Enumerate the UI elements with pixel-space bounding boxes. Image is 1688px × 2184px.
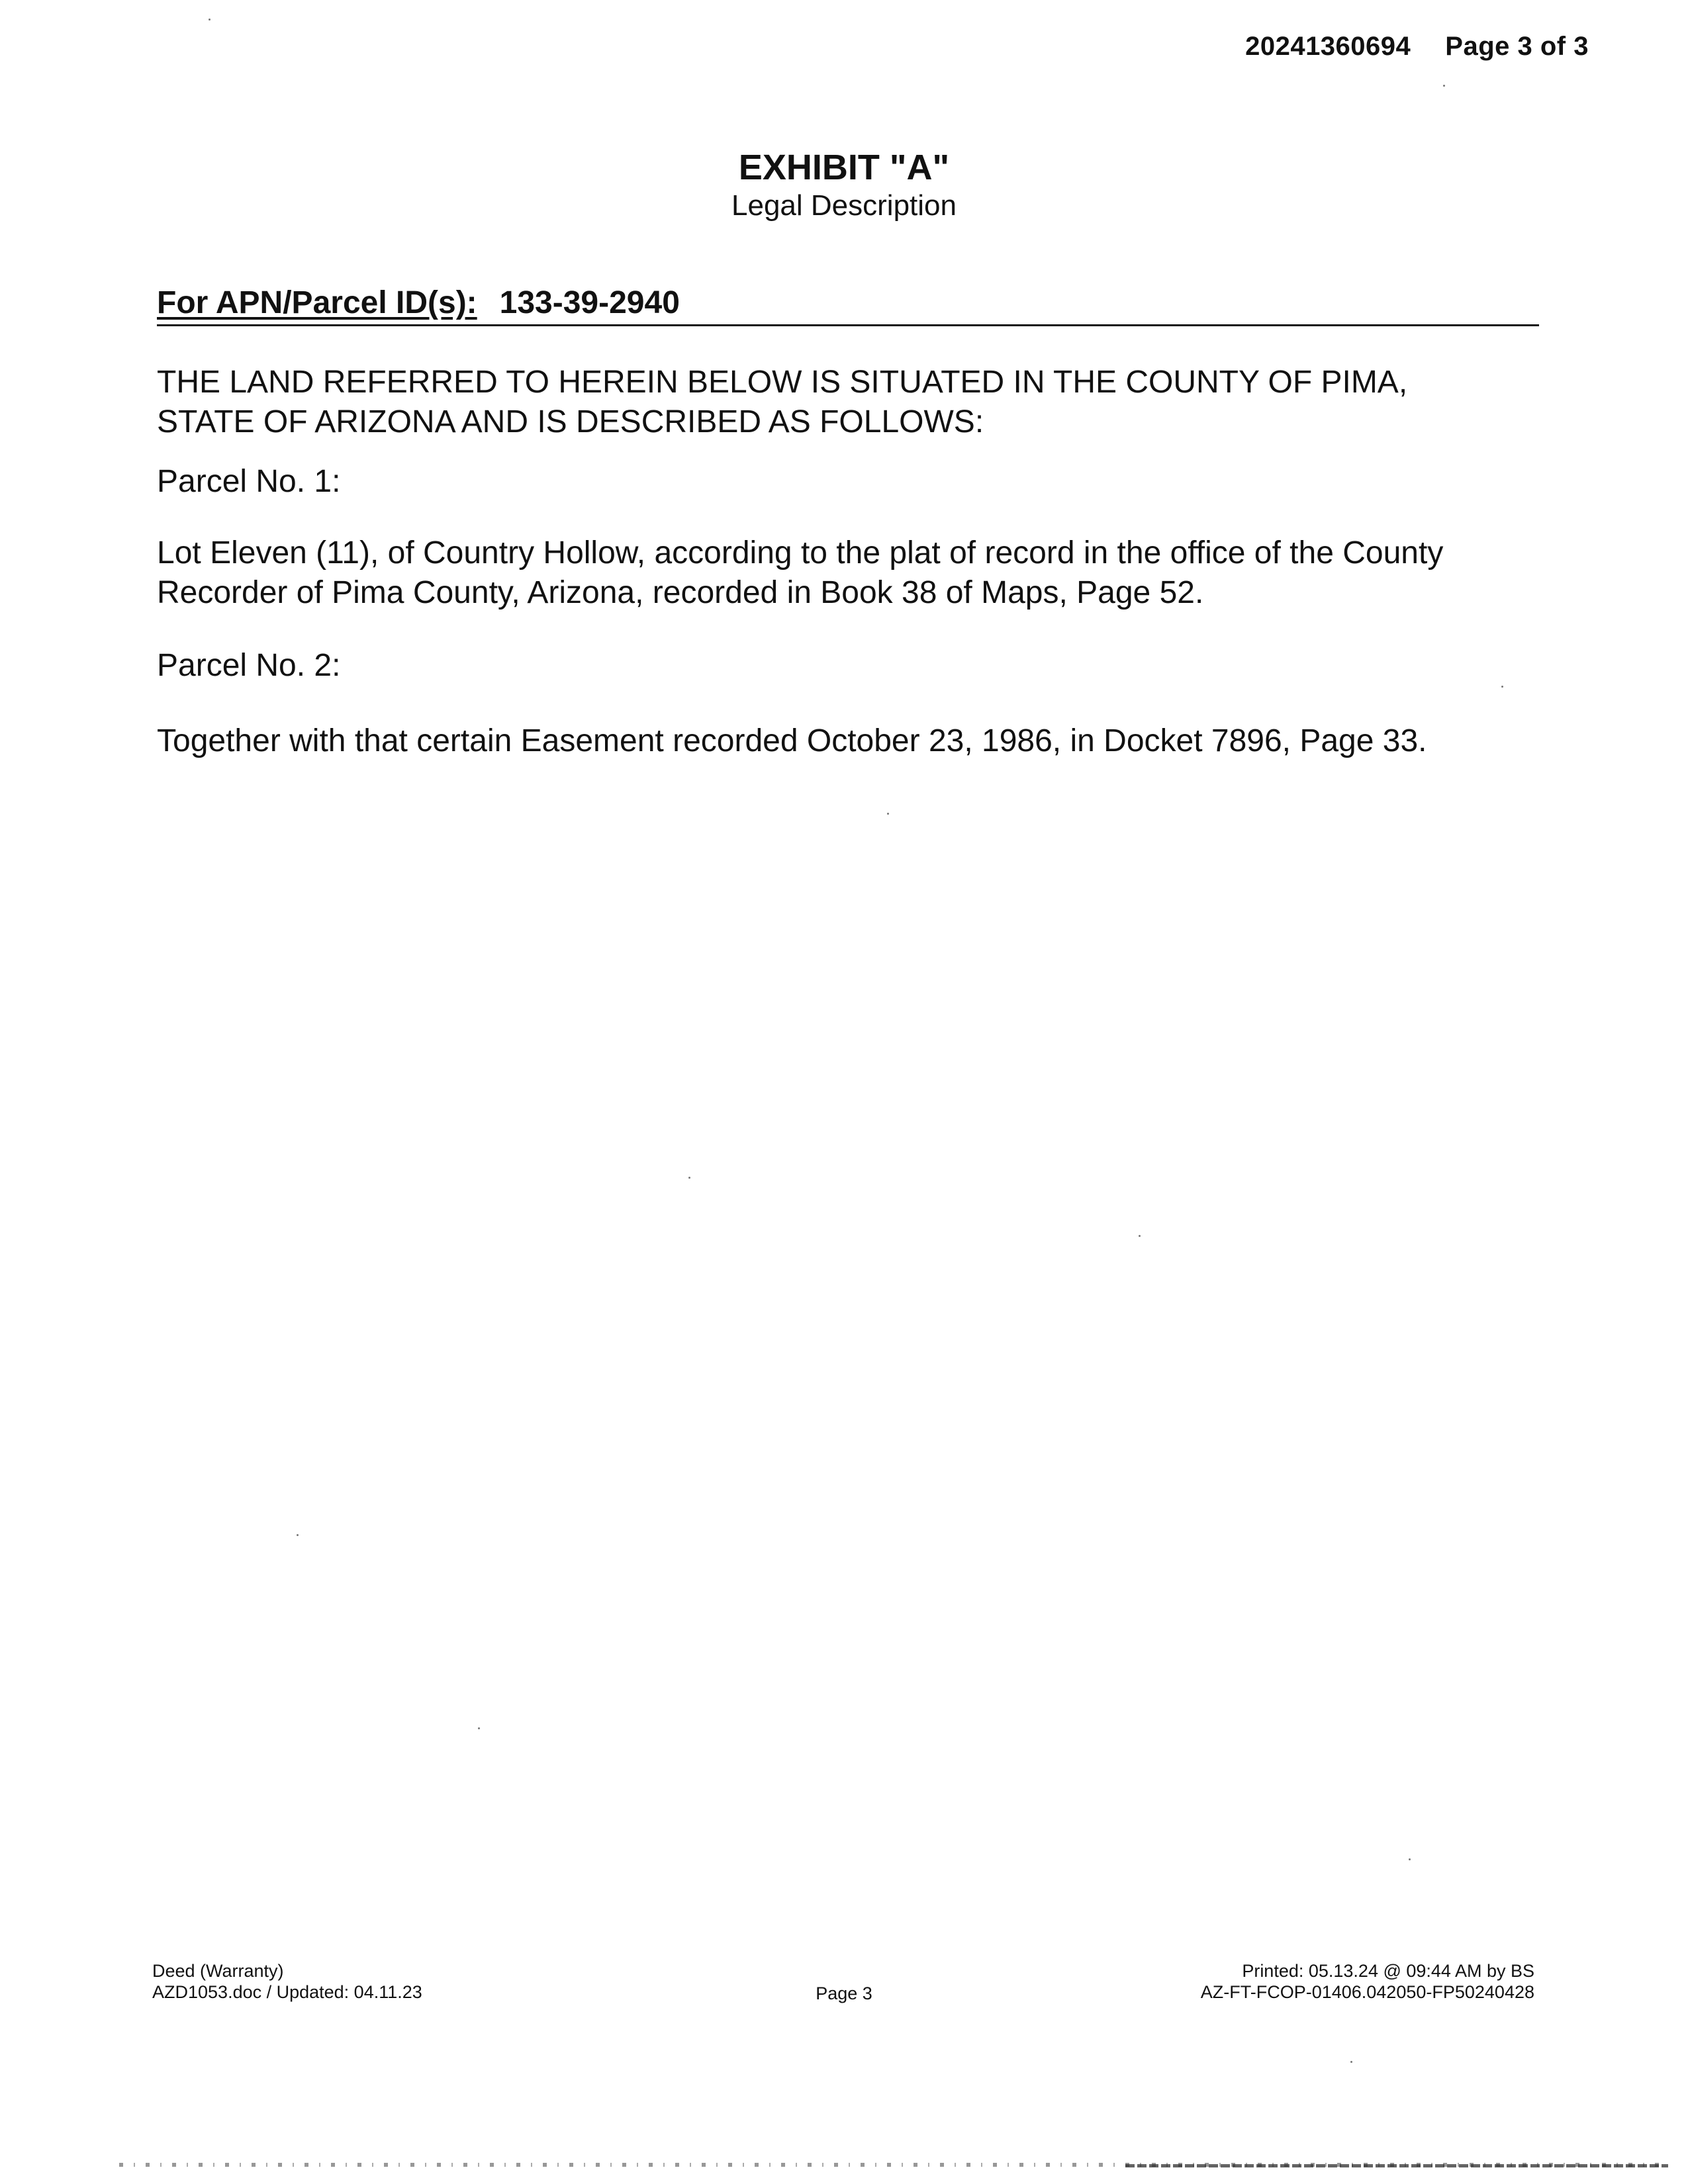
scan-speck: [1139, 1235, 1141, 1237]
intro-line: THE LAND REFERRED TO HEREIN BELOW IS SITUATED IN THE COUNTY OF PIMA,: [157, 365, 1408, 400]
footer-printed: Printed: 05.13.24 @ 09:44 AM by BS: [1242, 1961, 1534, 1981]
footer-page-number: Page 3: [816, 1983, 872, 2003]
scan-speck: [297, 1534, 299, 1536]
intro-paragraph: [157, 363, 1534, 442]
parcel-2-heading: Parcel No. 2:: [157, 648, 341, 683]
scan-speck: [478, 1727, 480, 1729]
recording-header: [1245, 32, 1589, 62]
apn-divider: [157, 324, 1539, 326]
parcel-1-description: [157, 533, 1534, 613]
apn-line: [157, 285, 680, 321]
page-indicator: Page 3 of 3: [1445, 32, 1589, 61]
scan-speck: [1443, 85, 1445, 87]
scan-speck: [1350, 2061, 1352, 2063]
intro-line: STATE OF ARIZONA AND IS DESCRIBED AS FOLLOWS:: [157, 404, 984, 439]
parcel-2-line: Together with that certain Easement recorded October 23, 1986, in Docket 7896, Page 33.: [157, 723, 1427, 758]
footer-doc-file: AZD1053.doc / Updated: 04.11.23: [152, 1982, 422, 2002]
apn-value: 133-39-2940: [499, 285, 680, 320]
footer-right: [1201, 1960, 1534, 2003]
parcel-1-line: Recorder of Pima County, Arizona, recorded in Book 38 of Maps, Page 52.: [157, 575, 1204, 610]
apn-label: For APN/Parcel ID(s):: [157, 285, 477, 320]
parcel-2-description: [157, 721, 1534, 761]
parcel-1-line: Lot Eleven (11), of Country Hollow, according to the plat of record in the office of the County: [157, 535, 1444, 570]
scan-speck: [209, 19, 211, 21]
footer-file-number: AZ-FT-FCOP-01406.042050-FP50240428: [1200, 1982, 1534, 2002]
scan-speck: [688, 1177, 690, 1179]
exhibit-title: EXHIBIT "A": [738, 148, 950, 187]
parcel-1-heading: Parcel No. 1:: [157, 464, 341, 499]
scan-edge-artifact: [1125, 2164, 1668, 2167]
scan-speck: [887, 813, 889, 815]
exhibit-subtitle: Legal Description: [731, 189, 957, 222]
footer-doc-type: Deed (Warranty): [152, 1961, 284, 1981]
scan-speck: [1409, 1858, 1411, 1860]
document-number: 20241360694: [1245, 32, 1411, 61]
scan-speck: [1501, 686, 1503, 688]
